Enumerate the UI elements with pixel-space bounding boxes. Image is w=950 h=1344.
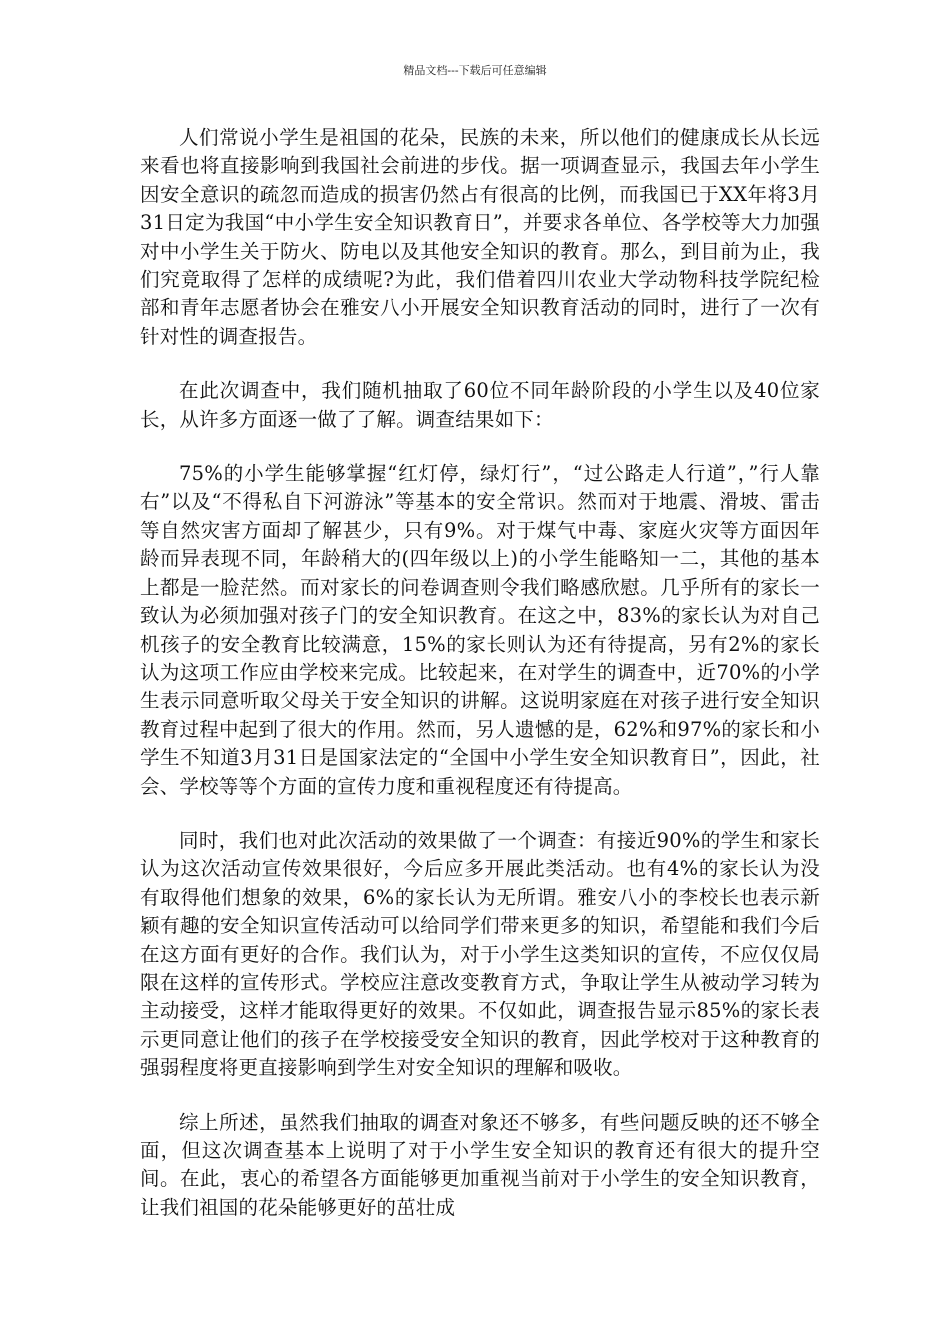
paragraph-conclusion: 综上所述，虽然我们抽取的调查对象还不够多，有些问题反映的还不够全面，但这次调查基本上说明了对于小学生安全知识的教育还有很大的提升空间。在此，衷心的希望各方面能够更加重视当前对于小学生的安全知识教育，让我们祖国的花朵能够更好的茁壮成 <box>140 1110 820 1219</box>
document-body <box>140 124 820 1248</box>
paragraph-survey-method: 在此次调查中，我们随机抽取了60位不同年龄阶段的小学生以及40位家长，从许多方面逐一做了了解。调查结果如下： <box>140 379 820 431</box>
paragraph-survey-results: 75%的小学生能够掌握“红灯停，绿灯行”，“过公路走人行道”，”行人靠右”以及“不得私自下河游泳”等基本的安全常识。然而对于地震、滑坡、雷击等自然灾害方面却了解甚少，只有9%。对于煤气中毒、家庭火灾等方面因年龄而异表现不同，年龄稍大的(四年级以上)的小学生能略知一二，其他的基本上都是一脸茫然。而对家长的问卷调查则令我们略感欣慰。几乎所有的家长一致认为必须加强对孩子门的安全知识教育。在这之中，83%的家长认为对自己机孩子的安全教育比较满意，15%的家长则认为还有待提高，另有2%的家长认为这项工作应由学校来完成。比较起来，在对学生的调查中，近70%的小学生表示同意听取父母关于安全知识的讲解。这说明家庭在对孩子进行安全知识教育过程中起到了很大的作用。然而，另人遗憾的是，62%和97%的家长和小学生不知道3月31日是国家法定的“全国中小学生安全知识教育日”，因此，社会、学校等等个方面的宣传力度和重视程度还有待提高。 <box>140 462 820 798</box>
paragraph-intro: 人们常说小学生是祖国的花朵，民族的未来，所以他们的健康成长从长远来看也将直接影响到我国社会前进的步伐。据一项调查显示，我国去年小学生因安全意识的疏忽而造成的损害仍然占有很高的比例，而我国已于XX年将3月31日定为我国“中小学生安全知识教育日”，并要求各单位、各学校等大力加强对中小学生关于防火、防电以及其他安全知识的教育。那么，到目前为止，我们究竟取得了怎样的成绩呢?为此，我们借着四川农业大学动物科技学院纪检部和青年志愿者协会在雅安八小开展安全知识教育活动的同时，进行了一次有针对性的调查报告。 <box>140 126 820 348</box>
paragraph-activity-effect: 同时，我们也对此次活动的效果做了一个调查：有接近90%的学生和家长认为这次活动宣传效果很好，今后应多开展此类活动。也有4%的家长认为没有取得他们想象的效果，6%的家长认为无所谓。雅安八小的李校长也表示新颖有趣的安全知识宣传活动可以给同学们带来更多的知识，希望能和我们今后在这方面有更好的合作。我们认为，对于小学生这类知识的宣传，不应仅仅局限在这样的宣传形式。学校应注意改变教育方式，争取让学生从被动学习转为主动接受，这样才能取得更好的效果。不仅如此，调查报告显示85%的家长表示更同意让他们的孩子在学校接受安全知识的教育，因此学校对于这种教育的强弱程度将更直接影响到学生对安全知识的理解和吸收。 <box>140 828 820 1080</box>
page-header: 精品文档---下载后可任意编辑 <box>403 64 547 77</box>
